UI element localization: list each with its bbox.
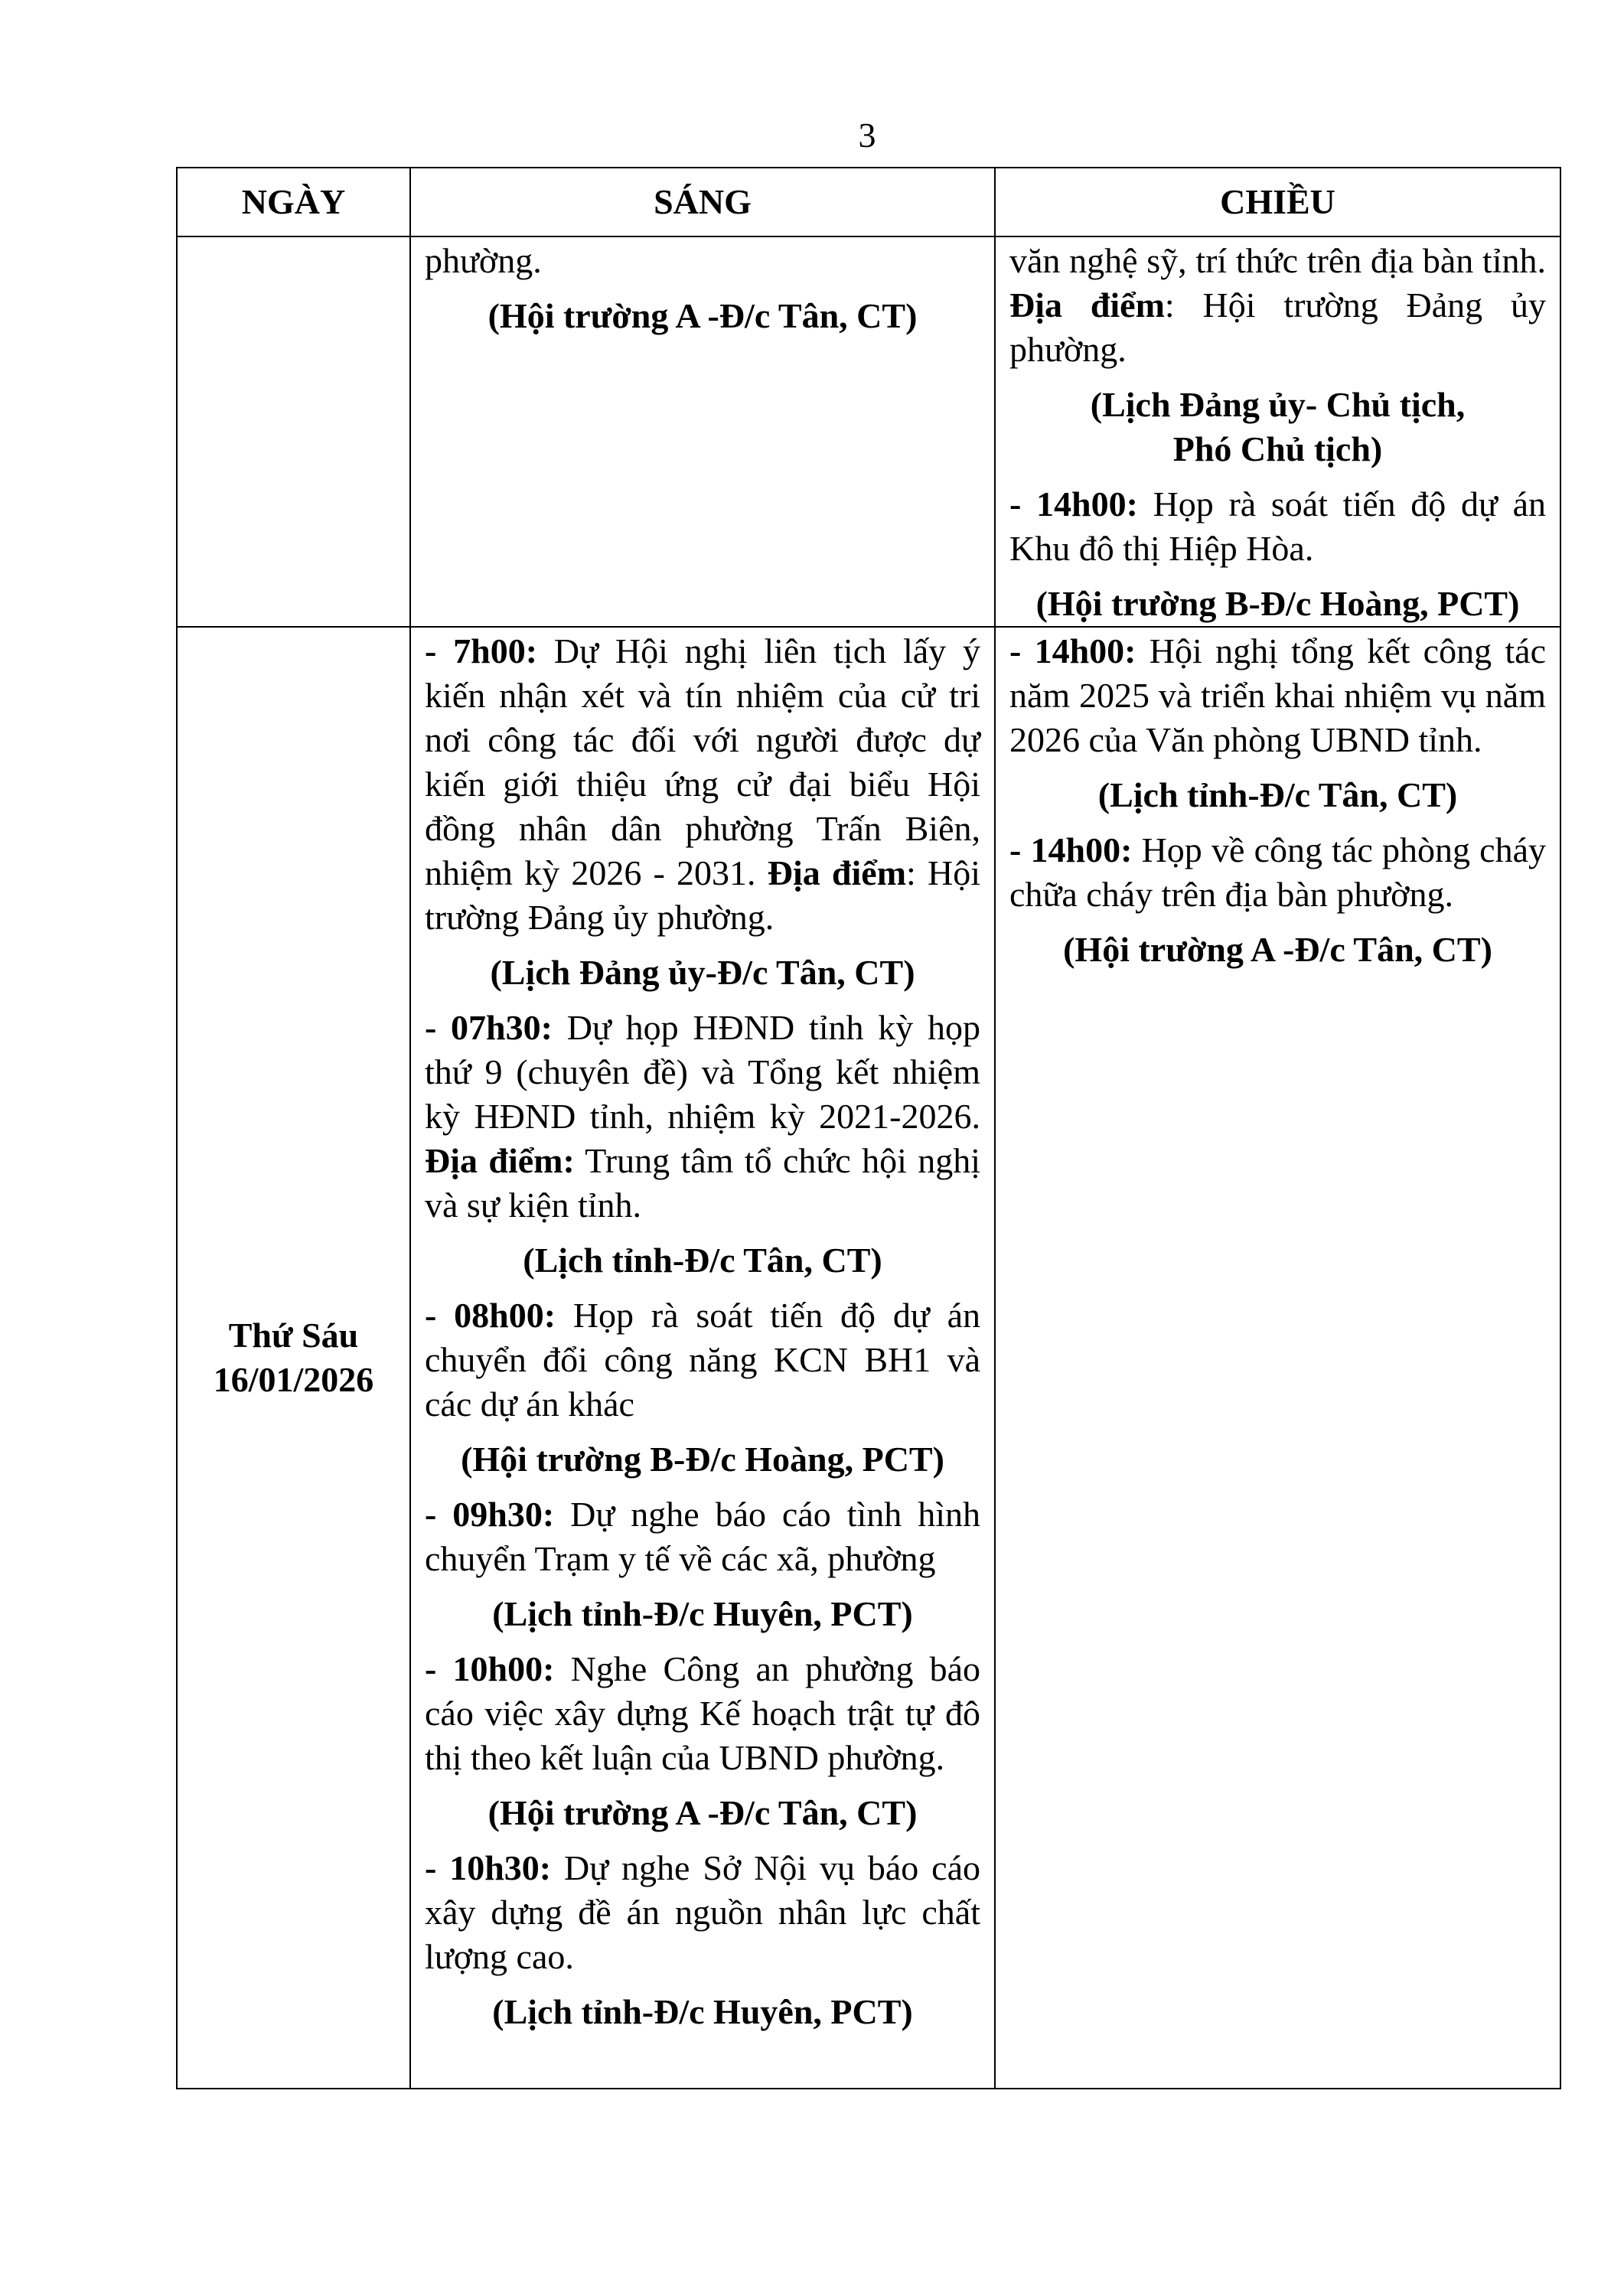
event-location — [425, 1238, 980, 1283]
event-item — [425, 239, 980, 283]
bold-text: (Lịch tỉnh-Đ/c Huyên, PCT) — [492, 1594, 913, 1633]
event-location — [1009, 773, 1546, 817]
day-name: Thứ Sáu — [228, 1316, 359, 1355]
text: Họp về công tác phòng cháy chữa cháy trên địa bàn phường. — [1009, 830, 1546, 914]
header-row — [177, 168, 1560, 236]
bold-text: (Lịch tỉnh-Đ/c Tân, CT) — [1097, 775, 1458, 814]
bold-text: Địa điểm — [767, 853, 907, 892]
bold-text: (Lịch Đảng ủy- Chủ tịch, Phó Chủ tịch) — [1090, 385, 1466, 468]
event-location — [425, 951, 980, 995]
event-item — [425, 1647, 980, 1780]
event-location — [1009, 383, 1546, 471]
table-row — [177, 236, 1560, 627]
header-afternoon: CHIỀU — [995, 168, 1560, 236]
header-day: NGÀY — [177, 168, 410, 236]
event-item — [425, 1006, 980, 1228]
bold-text: (Hội trường A -Đ/c Tân, CT) — [488, 296, 918, 335]
event-item — [1009, 482, 1546, 571]
event-item — [1009, 828, 1546, 917]
afternoon-cell — [995, 627, 1560, 2089]
day-cell — [177, 236, 410, 627]
event-item — [425, 1293, 980, 1427]
event-location — [425, 1592, 980, 1636]
day-date: 16/01/2026 — [213, 1360, 374, 1399]
bold-text: - 10h00: — [425, 1649, 555, 1688]
bold-text: (Hội trường B-Đ/c Hoàng, PCT) — [461, 1440, 944, 1479]
afternoon-cell — [995, 236, 1560, 627]
bold-text: (Hội trường B-Đ/c Hoàng, PCT) — [1035, 584, 1520, 623]
event-location — [425, 1990, 980, 2034]
text: Dự nghe Sở Nội vụ báo cáo xây dựng đề án nguồn nhân lực chất lượng cao. — [425, 1848, 980, 1976]
table-row — [177, 627, 1560, 2089]
bold-text: Địa điểm — [1009, 285, 1165, 325]
text: Dự Hội nghị liên tịch lấy ý kiến nhận xét và tín nhiệm của cử tri nơi công tác đối với người được dự kiến giới thiệu ứng cử đại biểu Hội đồng nhân dân phường Trấn Biên, nhiệm kỳ 2026 - 2031. — [425, 631, 980, 892]
bold-text: - 14h00: — [1009, 484, 1138, 523]
header-morning: SÁNG — [410, 168, 995, 236]
text: Hội nghị tổng kết công tác năm 2025 và triển khai nhiệm vụ năm 2026 của Văn phòng UBND tỉnh. — [1009, 631, 1546, 759]
bold-text: (Lịch tỉnh-Đ/c Tân, CT) — [523, 1241, 882, 1280]
bold-text: - 07h30: — [425, 1008, 553, 1047]
schedule-table — [176, 167, 1561, 2089]
event-location — [425, 1437, 980, 1482]
bold-text: - 14h00: — [1009, 830, 1133, 869]
bold-text: (Hội trường A -Đ/c Tân, CT) — [1063, 930, 1492, 969]
event-location — [1009, 582, 1546, 626]
bold-text: (Lịch Đảng ủy-Đ/c Tân, CT) — [490, 953, 915, 992]
event-location — [1009, 928, 1546, 972]
bold-text: - 09h30: — [425, 1495, 555, 1534]
morning-cell — [410, 627, 995, 2089]
day-cell — [177, 627, 410, 2089]
text: Dự nghe báo cáo tình hình chuyển Trạm y tế về các xã, phường — [425, 1495, 980, 1578]
bold-text: Địa điểm: — [425, 1141, 575, 1180]
morning-cell — [410, 236, 995, 627]
text: văn nghệ sỹ, trí thức trên địa bàn tỉnh. — [1009, 241, 1546, 280]
text: Họp rà soát tiến độ dự án Khu đô thị Hiệp Hòa. — [1009, 484, 1546, 568]
page-number: 3 — [858, 116, 876, 155]
bold-text: (Lịch tỉnh-Đ/c Huyên, PCT) — [492, 1992, 913, 2031]
event-location — [425, 294, 980, 338]
text: : Hội trường Đảng ủy phường. — [1009, 285, 1546, 369]
event-item — [1009, 239, 1546, 372]
event-location — [425, 1791, 980, 1835]
event-item — [425, 1846, 980, 1979]
text: Nghe Công an phường báo cáo việc xây dựng Kế hoạch trật tự đô thị theo kết luận của UBND phường. — [425, 1649, 980, 1777]
bold-text: - 14h00: — [1009, 631, 1136, 670]
event-item — [425, 1492, 980, 1581]
bold-text: - 08h00: — [425, 1296, 556, 1335]
text: Trung tâm tổ chức hội nghị và sự kiện tỉnh. — [425, 1141, 980, 1225]
bold-text: - 10h30: — [425, 1848, 552, 1887]
bold-text: (Hội trường A -Đ/c Tân, CT) — [488, 1793, 918, 1832]
event-item — [1009, 629, 1546, 762]
text: : Hội trường Đảng ủy phường. — [425, 853, 980, 937]
bold-text: - 7h00: — [425, 631, 538, 670]
text: phường. — [425, 241, 542, 280]
event-item — [425, 629, 980, 940]
text: Dự họp HĐND tỉnh kỳ họp thứ 9 (chuyên đề) và Tổng kết nhiệm kỳ HĐND tỉnh, nhiệm kỳ 2021-2026. — [425, 1008, 980, 1136]
text: Họp rà soát tiến độ dự án chuyển đổi công năng KCN BH1 và các dự án khác — [425, 1296, 980, 1424]
